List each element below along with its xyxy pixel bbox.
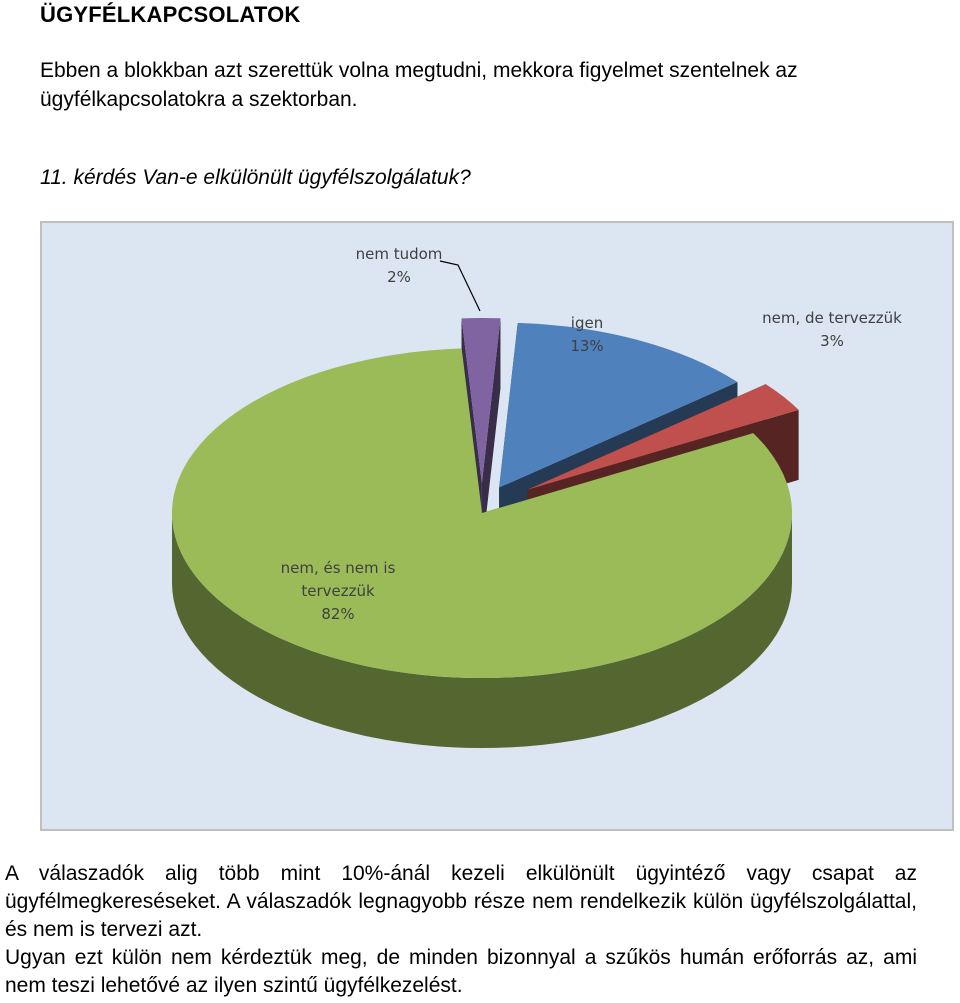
- pie-label-nem-s-nem-is-tervezz-k: nem, és nem is tervezzük 82%: [280, 559, 396, 623]
- pie-label-nem-tudom: nem tudom 2%: [355, 245, 443, 286]
- pie-label-nem-de-tervezz-k: nem, de tervezzük 3%: [762, 309, 902, 350]
- question-title: 11. kérdés Van-e elkülönült ügyfélszolgálatuk?: [40, 166, 471, 189]
- summary-paragraph-1: A válaszadók alig több mint 10%-ánál kezeli elkülönült ügyintéző vagy csapat az ügyfélmegkereséseket. A válaszadók legnagyobb része nem rendelkezik külön ügyfélszolgálattal, és nem is tervezi azt.: [5, 862, 917, 941]
- page-heading: ÜGYFÉLKAPCSOLATOK: [40, 2, 301, 27]
- pie-leader-line: [440, 261, 480, 311]
- summary-paragraph-2: Ugyan ezt külön nem kérdeztük meg, de minden bizonnyal a szűkös humán erőforrás az, ami nem teszi lehetővé az ilyen szintű ügyfélkezelést.: [5, 946, 917, 997]
- intro-paragraph: Ebben a blokkban azt szerettük volna megtudni, mekkora figyelmet szentelnek az ügyfélkapcsolatokra a szektorban.: [40, 59, 798, 111]
- pie-chart-svg: [42, 223, 956, 833]
- pie-label-igen: igen 13%: [570, 314, 604, 355]
- summary-text: [5, 860, 917, 1000]
- pie-chart: [40, 221, 954, 831]
